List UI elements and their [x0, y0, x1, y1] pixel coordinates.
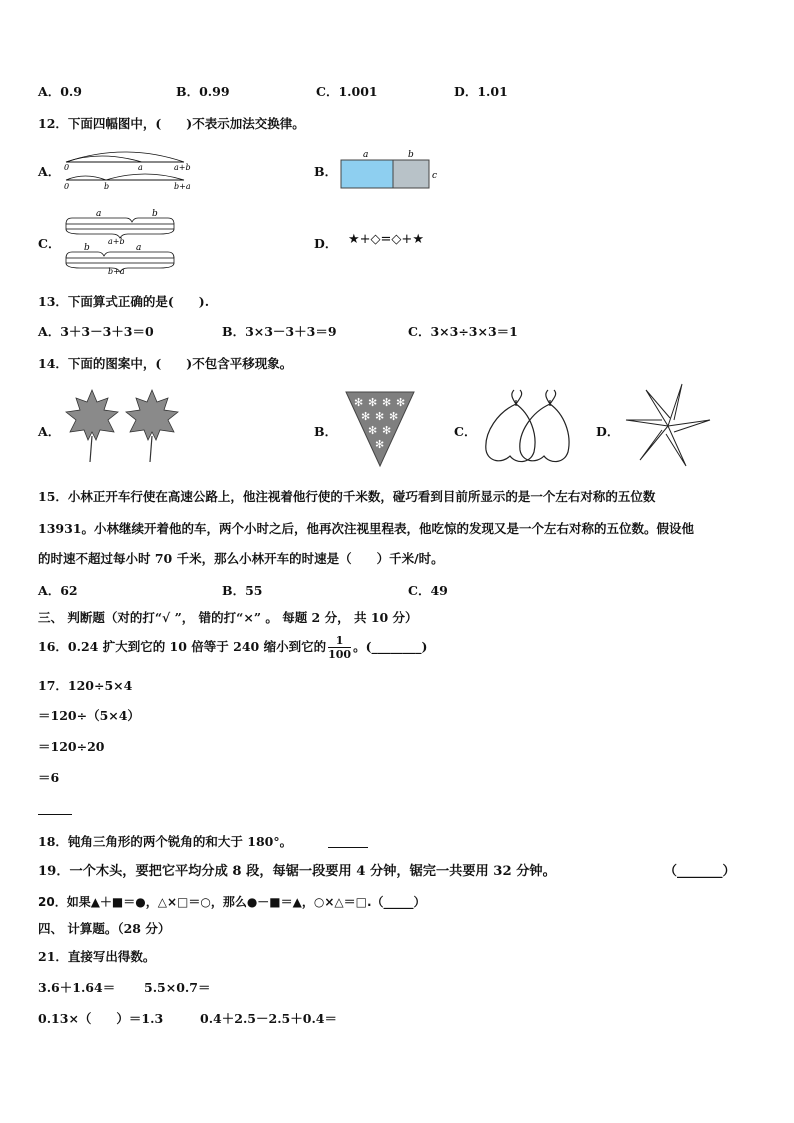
svg-text:✻: ✻	[382, 396, 392, 409]
fig-c-top-b: b	[152, 209, 158, 219]
fig-a-bot-b: b	[104, 182, 110, 191]
svg-text:✻: ✻	[375, 438, 385, 451]
q21-item-4: 0.4＋2.5－2.5＋0.4＝	[200, 1011, 337, 1026]
q14-snowflake-triangle-icon	[344, 388, 416, 468]
svg-text:✻: ✻	[389, 410, 399, 423]
q14-label-b: B．	[314, 424, 338, 439]
svg-text:✻: ✻	[354, 396, 364, 409]
svg-text:✻: ✻	[361, 410, 371, 423]
q16: 16．0.24 扩大到它的 10 倍等于 240 缩小到它的 $\frac{1}{100}$ 。(________)	[38, 634, 428, 661]
q13-option-c: C．3×3÷3×3＝1	[408, 324, 518, 339]
q13-option-a: A．3＋3－3＋3＝0	[38, 324, 154, 339]
q18-answer-blank[interactable]	[328, 847, 368, 848]
q21-item-2: 5.5×0.7＝	[144, 980, 211, 995]
fig-a-bot-0: 0	[64, 182, 70, 191]
section-4-heading: 四、 计算题。（28 分）	[38, 921, 171, 936]
q20: 20．如果▲＋■＝●，△×□＝○，那么●－■＝▲，○×△＝□.（_____）	[38, 895, 426, 909]
q16-fraction: $\frac{1}{100}$	[328, 634, 352, 661]
svg-text:✻: ✻	[396, 396, 406, 409]
fig-c-top-ab: a+b	[108, 237, 125, 246]
q18: 18．钝角三角形的两个锐角的和大于 180°。	[38, 834, 293, 849]
q13-option-b: B．3×3－3＋3＝9	[222, 324, 337, 339]
q12-stem: 12．下面四幅图中，( )不表示加法交换律。	[38, 116, 305, 131]
q14-pinwheel-icon	[622, 380, 714, 472]
fig-b-c: c	[432, 171, 438, 181]
q15-option-b: B．55	[222, 583, 263, 598]
fig-a-bot-ba: b+a	[174, 182, 191, 191]
q13-stem: 13．下面算式正确的是( ).	[38, 294, 210, 309]
svg-text:✻: ✻	[368, 424, 378, 437]
q14-label-c: C．	[454, 424, 477, 439]
section-3-heading: 三、 判断题（对的打“√ ”， 错的打“×” 。 每题 2 分， 共 10 分）	[38, 610, 418, 625]
q11-option-b: B．0.99	[176, 84, 230, 99]
q15-line-1: 15．小林正开车行使在高速公路上，他注视着他行使的千米数，碰巧看到目前所显示的是一个左右对称的五位数	[38, 489, 656, 504]
q12-figure-d: ★+◇=◇+★	[348, 232, 424, 247]
q12-figure-a	[60, 148, 200, 192]
q12-label-a: A．	[38, 164, 61, 179]
fig-b-b: b	[408, 150, 414, 160]
q19-answer-blank[interactable]: （_______）	[664, 864, 736, 879]
q17-line-4: ＝6	[38, 770, 60, 785]
fig-c-top-a: a	[96, 209, 102, 219]
q12-figure-b	[336, 146, 446, 192]
svg-text:✻: ✻	[375, 410, 385, 423]
q14-stem: 14．下面的图案中，( )不包含平移现象。	[38, 356, 293, 371]
q17-line-3: ＝120÷20	[38, 739, 105, 754]
fig-c-bot-ba: b+a	[108, 267, 125, 274]
q21-stem: 21．直接写出得数。	[38, 949, 156, 964]
q12-label-d: D．	[314, 236, 338, 251]
q14-label-a: A．	[38, 424, 61, 439]
q15-option-c: C．49	[408, 583, 448, 598]
svg-text:✻: ✻	[368, 396, 378, 409]
fig-b-a: a	[363, 150, 369, 160]
q11-option-d: D．1.01	[454, 84, 508, 99]
fig-c-bot-a: a	[136, 243, 142, 253]
q21-item-3: 0.13×（ ）＝1.3	[38, 1011, 164, 1026]
q12-figure-c	[60, 206, 190, 274]
q14-maple-leaves-icon	[62, 386, 182, 466]
q12-label-b: B．	[314, 164, 338, 179]
q14-label-d: D．	[596, 424, 620, 439]
q19: 19．一个木头，要把它平均分成 8 段，每锯一段要用 4 分钟，锯完一共要用 32 分钟。	[38, 864, 556, 879]
q21-item-1: 3.6＋1.64＝	[38, 980, 116, 995]
q15-option-a: A．62	[38, 583, 78, 598]
fig-c-bot-b: b	[84, 243, 90, 253]
q17-line-1: 17．120÷5×4	[38, 678, 133, 693]
q11-option-a: A．0.9	[38, 84, 82, 99]
q15-line-2: 13931。小林继续开着他的车，两个小时之后，他再次注视里程表，他吃惊的发现又是一个左右对称的五位数。假设他	[38, 521, 694, 536]
q11-option-c: C．1.001	[316, 84, 378, 99]
q17-answer-blank[interactable]	[38, 814, 72, 815]
fig-a-top-ab: a+b	[174, 163, 191, 172]
q14-heart-pears-icon	[480, 386, 590, 470]
svg-text:✻: ✻	[382, 424, 392, 437]
fig-a-top-a: a	[138, 163, 143, 172]
q15-line-3: 的时速不超过每小时 70 千米，那么小林开车的时速是（ ）千米/时。	[38, 551, 444, 566]
q17-line-2: ＝120÷（5×4）	[38, 708, 140, 723]
q12-label-c: C．	[38, 236, 61, 251]
fig-a-top-0: 0	[64, 163, 70, 172]
